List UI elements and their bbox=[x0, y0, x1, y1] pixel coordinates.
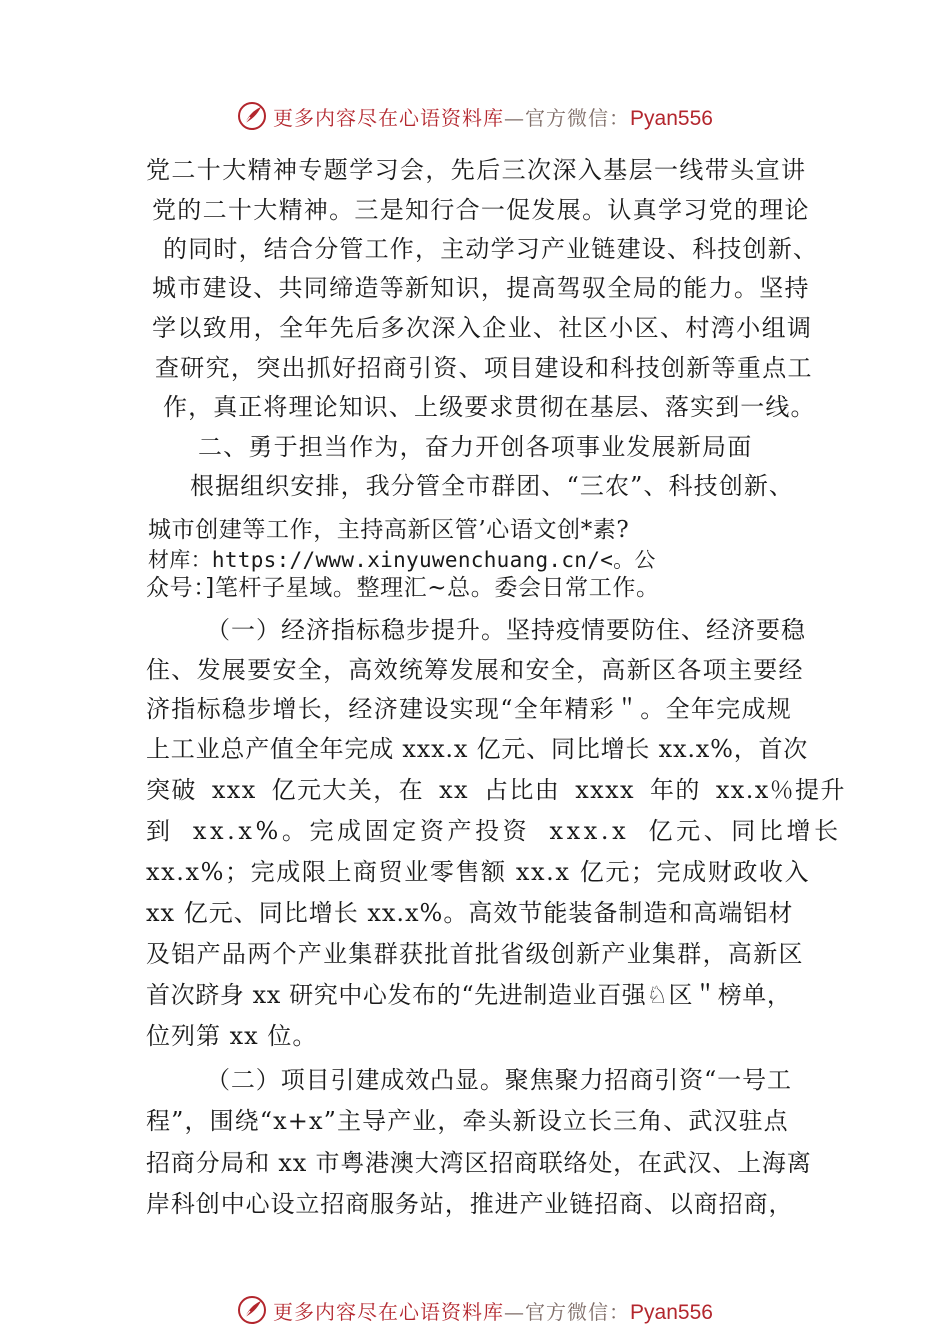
body-line: 位列第 xx 位。 bbox=[146, 1022, 318, 1050]
body-line: 查研究，突出抓好招商引资、项目建设和科技创新等重点工 bbox=[155, 354, 813, 382]
body-line: 党二十大精神专题学习会，先后三次深入基层一线带头宣讲 bbox=[146, 156, 807, 184]
body-line: 的同时，结合分管工作，主动学习产业链建设、科技创新、 bbox=[163, 235, 819, 263]
body-line: 城市建设、共同缔造等新知识，提高驾驭全局的能力。坚持 bbox=[152, 274, 810, 302]
body-line: 及铝产品两个产业集群获批首批省级创新产业集群，高新区 bbox=[146, 940, 804, 968]
quill-logo-icon bbox=[237, 101, 267, 131]
body-line: 程”，围绕“x+x”主导产业，牵头新设立长三角、武汉驻点 bbox=[146, 1107, 789, 1135]
body-line: 作，真正将理论知识、上级要求贯彻在基层、落实到一线。 bbox=[163, 393, 816, 421]
body-line: 材库：https://www.xinyuwenchuang.cn/<。公 bbox=[148, 548, 656, 572]
section-heading: 二、勇于担当作为，奋力开创各项事业发展新局面 bbox=[198, 433, 753, 461]
body-line: 济指标稳步增长，经济建设实现“全年精彩＂。全年完成规 bbox=[146, 695, 793, 723]
body-line: 城市创建等工作，主持高新区管’心语文创*素? bbox=[148, 517, 630, 543]
body-line: xx 亿元、同比增长 xx.x%。高效节能装备制造和高端铝材 bbox=[146, 899, 794, 927]
body-line: xx.x%；完成限上商贸业零售额 xx.x 亿元；完成财政收入 bbox=[146, 858, 811, 886]
body-line: 学以致用，全年先后多次深入企业、社区小区、村湾小组调 bbox=[152, 314, 813, 342]
banner-text bbox=[273, 102, 713, 131]
body-line: 根据组织安排，我分管全市群团、“三农”、科技创新、 bbox=[190, 472, 795, 500]
body-line: 党的二十大精神。三是知行合一促发展。认真学习党的理论 bbox=[152, 196, 810, 224]
body-line: 岸科创中心设立招商服务站，推进产业链招商、以商招商， bbox=[146, 1190, 794, 1218]
body-line: 住、发展要安全，高效统筹发展和安全，高新区各项主要经 bbox=[146, 656, 804, 684]
banner-text-red: 更多内容尽在心语资料库 bbox=[273, 105, 505, 130]
body-line: 到 xx.x%。完成固定资产投资 xxx.x 亿元、同比增长 bbox=[146, 817, 842, 845]
footer-banner bbox=[0, 1290, 950, 1330]
banner-text bbox=[273, 1296, 713, 1325]
header-banner bbox=[0, 96, 950, 136]
body-line: 上工业总产值全年完成 xxx.x 亿元、同比增长 xx.x%，首次 bbox=[146, 735, 809, 763]
body-line: （一）经济指标稳步提升。坚持疫情要防住、经济要稳 bbox=[206, 616, 806, 644]
banner-text-red: 更多内容尽在心语资料库 bbox=[273, 1299, 505, 1324]
body-line: 突破 xxx 亿元大关，在 xx 占比由 xxxx 年的 xx.x％提升 bbox=[146, 776, 846, 804]
body-line: 众号：]笔杆子星域。整理汇~总。委会日常工作。 bbox=[146, 575, 660, 601]
banner-wechat-id: Pyan556 bbox=[630, 1300, 713, 1324]
body-line: 首次跻身 xx 研究中心发布的“先进制造业百强♘区＂榜单， bbox=[146, 981, 792, 1009]
banner-text-gray: 官方微信： bbox=[525, 105, 631, 130]
quill-logo-icon bbox=[237, 1295, 267, 1325]
banner-wechat-id: Pyan556 bbox=[630, 106, 713, 130]
body-line: （二）项目引建成效凸显。聚焦聚力招商引资“一号工 bbox=[206, 1066, 792, 1094]
banner-dash: — bbox=[504, 1299, 526, 1324]
banner-dash: — bbox=[504, 105, 526, 130]
banner-text-gray: 官方微信： bbox=[525, 1299, 631, 1324]
body-line: 招商分局和 xx 市粤港澳大湾区招商联络处，在武汉、上海离 bbox=[146, 1149, 812, 1177]
